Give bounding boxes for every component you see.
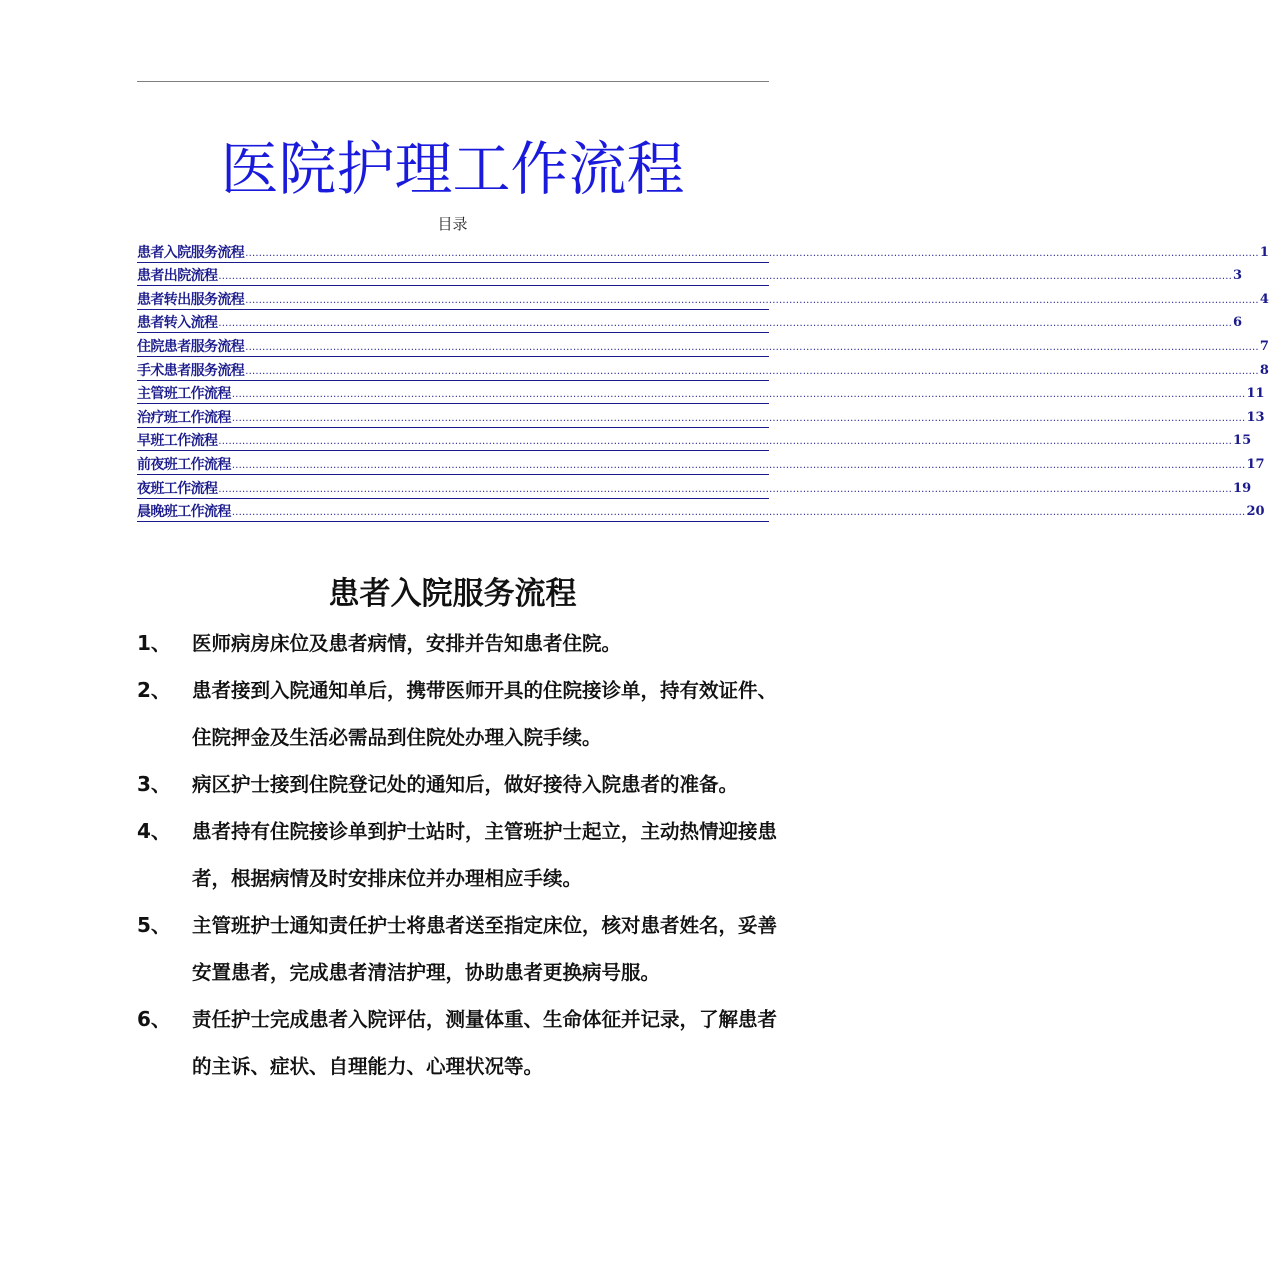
toc-entry[interactable] bbox=[137, 404, 1265, 428]
toc-entry-page: 6 bbox=[1233, 315, 1243, 331]
toc-dot-leader: ............................................................................................................................................................................................................................................................................................................ bbox=[245, 247, 1259, 259]
procedure-step bbox=[137, 620, 787, 667]
toc-entry-page: 3 bbox=[1233, 268, 1243, 284]
toc-entry-label: 晨晚班工作流程 bbox=[137, 504, 231, 521]
toc-entry-label: 前夜班工作流程 bbox=[137, 456, 231, 473]
toc-dot-leader: ............................................................................................................................................................................................................................................................................................................ bbox=[218, 318, 1233, 330]
toc-entry-page: 11 bbox=[1246, 386, 1265, 402]
toc-entry[interactable] bbox=[137, 333, 1269, 357]
toc-entry-page: 1 bbox=[1259, 244, 1269, 260]
toc-entry[interactable] bbox=[137, 428, 1252, 452]
toc-entry-page: 7 bbox=[1259, 338, 1269, 354]
toc-entry-page: 17 bbox=[1246, 456, 1265, 472]
toc-entry-page: 8 bbox=[1259, 362, 1269, 378]
step-number: 4、 bbox=[137, 819, 171, 843]
section-title: 患者入院服务流程 bbox=[328, 576, 577, 612]
toc-dot-leader: ............................................................................................................................................................................................................................................................................................................ bbox=[218, 271, 1233, 283]
step-number: 2、 bbox=[137, 678, 171, 702]
toc-entry[interactable] bbox=[137, 451, 1265, 475]
toc-entry-label: 患者入院服务流程 bbox=[137, 244, 245, 261]
step-number: 5、 bbox=[137, 913, 171, 937]
toc-dot-leader: ............................................................................................................................................................................................................................................................................................................ bbox=[218, 483, 1233, 495]
toc-entry[interactable] bbox=[137, 381, 1265, 405]
procedure-steps bbox=[137, 620, 787, 1090]
toc-entry-label: 患者转入流程 bbox=[137, 315, 218, 332]
step-text: 主管班护士通知责任护士将患者送至指定床位，核对患者姓名，妥善安置患者，完成患者清洁护理，协助患者更换病号服。 bbox=[192, 914, 778, 984]
procedure-step bbox=[137, 808, 787, 902]
toc-entry-page: 20 bbox=[1246, 504, 1265, 520]
procedure-step bbox=[137, 667, 787, 761]
toc-heading: 目录 bbox=[437, 215, 468, 233]
toc-entry-label: 治疗班工作流程 bbox=[137, 409, 231, 426]
toc-dot-leader: ............................................................................................................................................................................................................................................................................................................ bbox=[231, 412, 1246, 424]
toc-entry-label: 主管班工作流程 bbox=[137, 386, 231, 403]
toc-entry[interactable] bbox=[137, 263, 1243, 287]
toc-dot-leader: ............................................................................................................................................................................................................................................................................................................ bbox=[245, 294, 1259, 306]
toc-dot-leader: ............................................................................................................................................................................................................................................................................................................ bbox=[231, 459, 1246, 471]
toc-entry-page: 4 bbox=[1259, 291, 1269, 307]
toc-dot-leader: ............................................................................................................................................................................................................................................................................................................ bbox=[231, 389, 1246, 401]
step-text: 患者持有住院接诊单到护士站时，主管班护士起立，主动热情迎接患者，根据病情及时安排床位并办理相应手续。 bbox=[192, 820, 778, 890]
toc-entry-label: 手术患者服务流程 bbox=[137, 362, 245, 379]
toc-entry-page: 13 bbox=[1246, 409, 1265, 425]
toc-entry-label: 夜班工作流程 bbox=[137, 480, 218, 497]
toc-entry[interactable] bbox=[137, 499, 1265, 523]
procedure-step bbox=[137, 902, 787, 996]
toc-entry-label: 住院患者服务流程 bbox=[137, 338, 245, 355]
toc-entry-page: 15 bbox=[1233, 433, 1252, 449]
toc-entry[interactable] bbox=[137, 357, 1269, 381]
step-text: 病区护士接到住院登记处的通知后，做好接待入院患者的准备。 bbox=[192, 773, 739, 796]
toc-entry[interactable] bbox=[137, 239, 1269, 263]
procedure-step bbox=[137, 996, 787, 1090]
procedure-step bbox=[137, 761, 787, 808]
step-text: 患者接到入院通知单后，携带医师开具的住院接诊单，持有效证件、住院押金及生活必需品到住院处办理入院手续。 bbox=[192, 679, 778, 749]
header-rule bbox=[137, 81, 769, 82]
toc-entry-label: 患者转出服务流程 bbox=[137, 291, 245, 308]
toc-entry[interactable] bbox=[137, 475, 1252, 499]
toc-dot-leader: ............................................................................................................................................................................................................................................................................................................ bbox=[245, 341, 1259, 353]
toc-entry-page: 19 bbox=[1233, 480, 1252, 496]
toc-entry[interactable] bbox=[137, 286, 1269, 310]
step-number: 1、 bbox=[137, 631, 171, 655]
step-number: 6、 bbox=[137, 1007, 171, 1031]
table-of-contents bbox=[137, 239, 1269, 522]
step-text: 责任护士完成患者入院评估，测量体重、生命体征并记录，了解患者的主诉、症状、自理能力、心理状况等。 bbox=[192, 1008, 778, 1078]
toc-dot-leader: ............................................................................................................................................................................................................................................................................................................ bbox=[218, 436, 1233, 448]
toc-entry-label: 患者出院流程 bbox=[137, 268, 218, 285]
document-title: 医院护理工作流程 bbox=[220, 135, 685, 203]
step-text: 医师病房床位及患者病情，安排并告知患者住院。 bbox=[192, 632, 622, 655]
toc-entry-label: 早班工作流程 bbox=[137, 433, 218, 450]
step-number: 3、 bbox=[137, 772, 171, 796]
toc-dot-leader: ............................................................................................................................................................................................................................................................................................................ bbox=[231, 507, 1246, 519]
toc-dot-leader: ............................................................................................................................................................................................................................................................................................................ bbox=[245, 365, 1259, 377]
toc-entry[interactable] bbox=[137, 310, 1243, 334]
